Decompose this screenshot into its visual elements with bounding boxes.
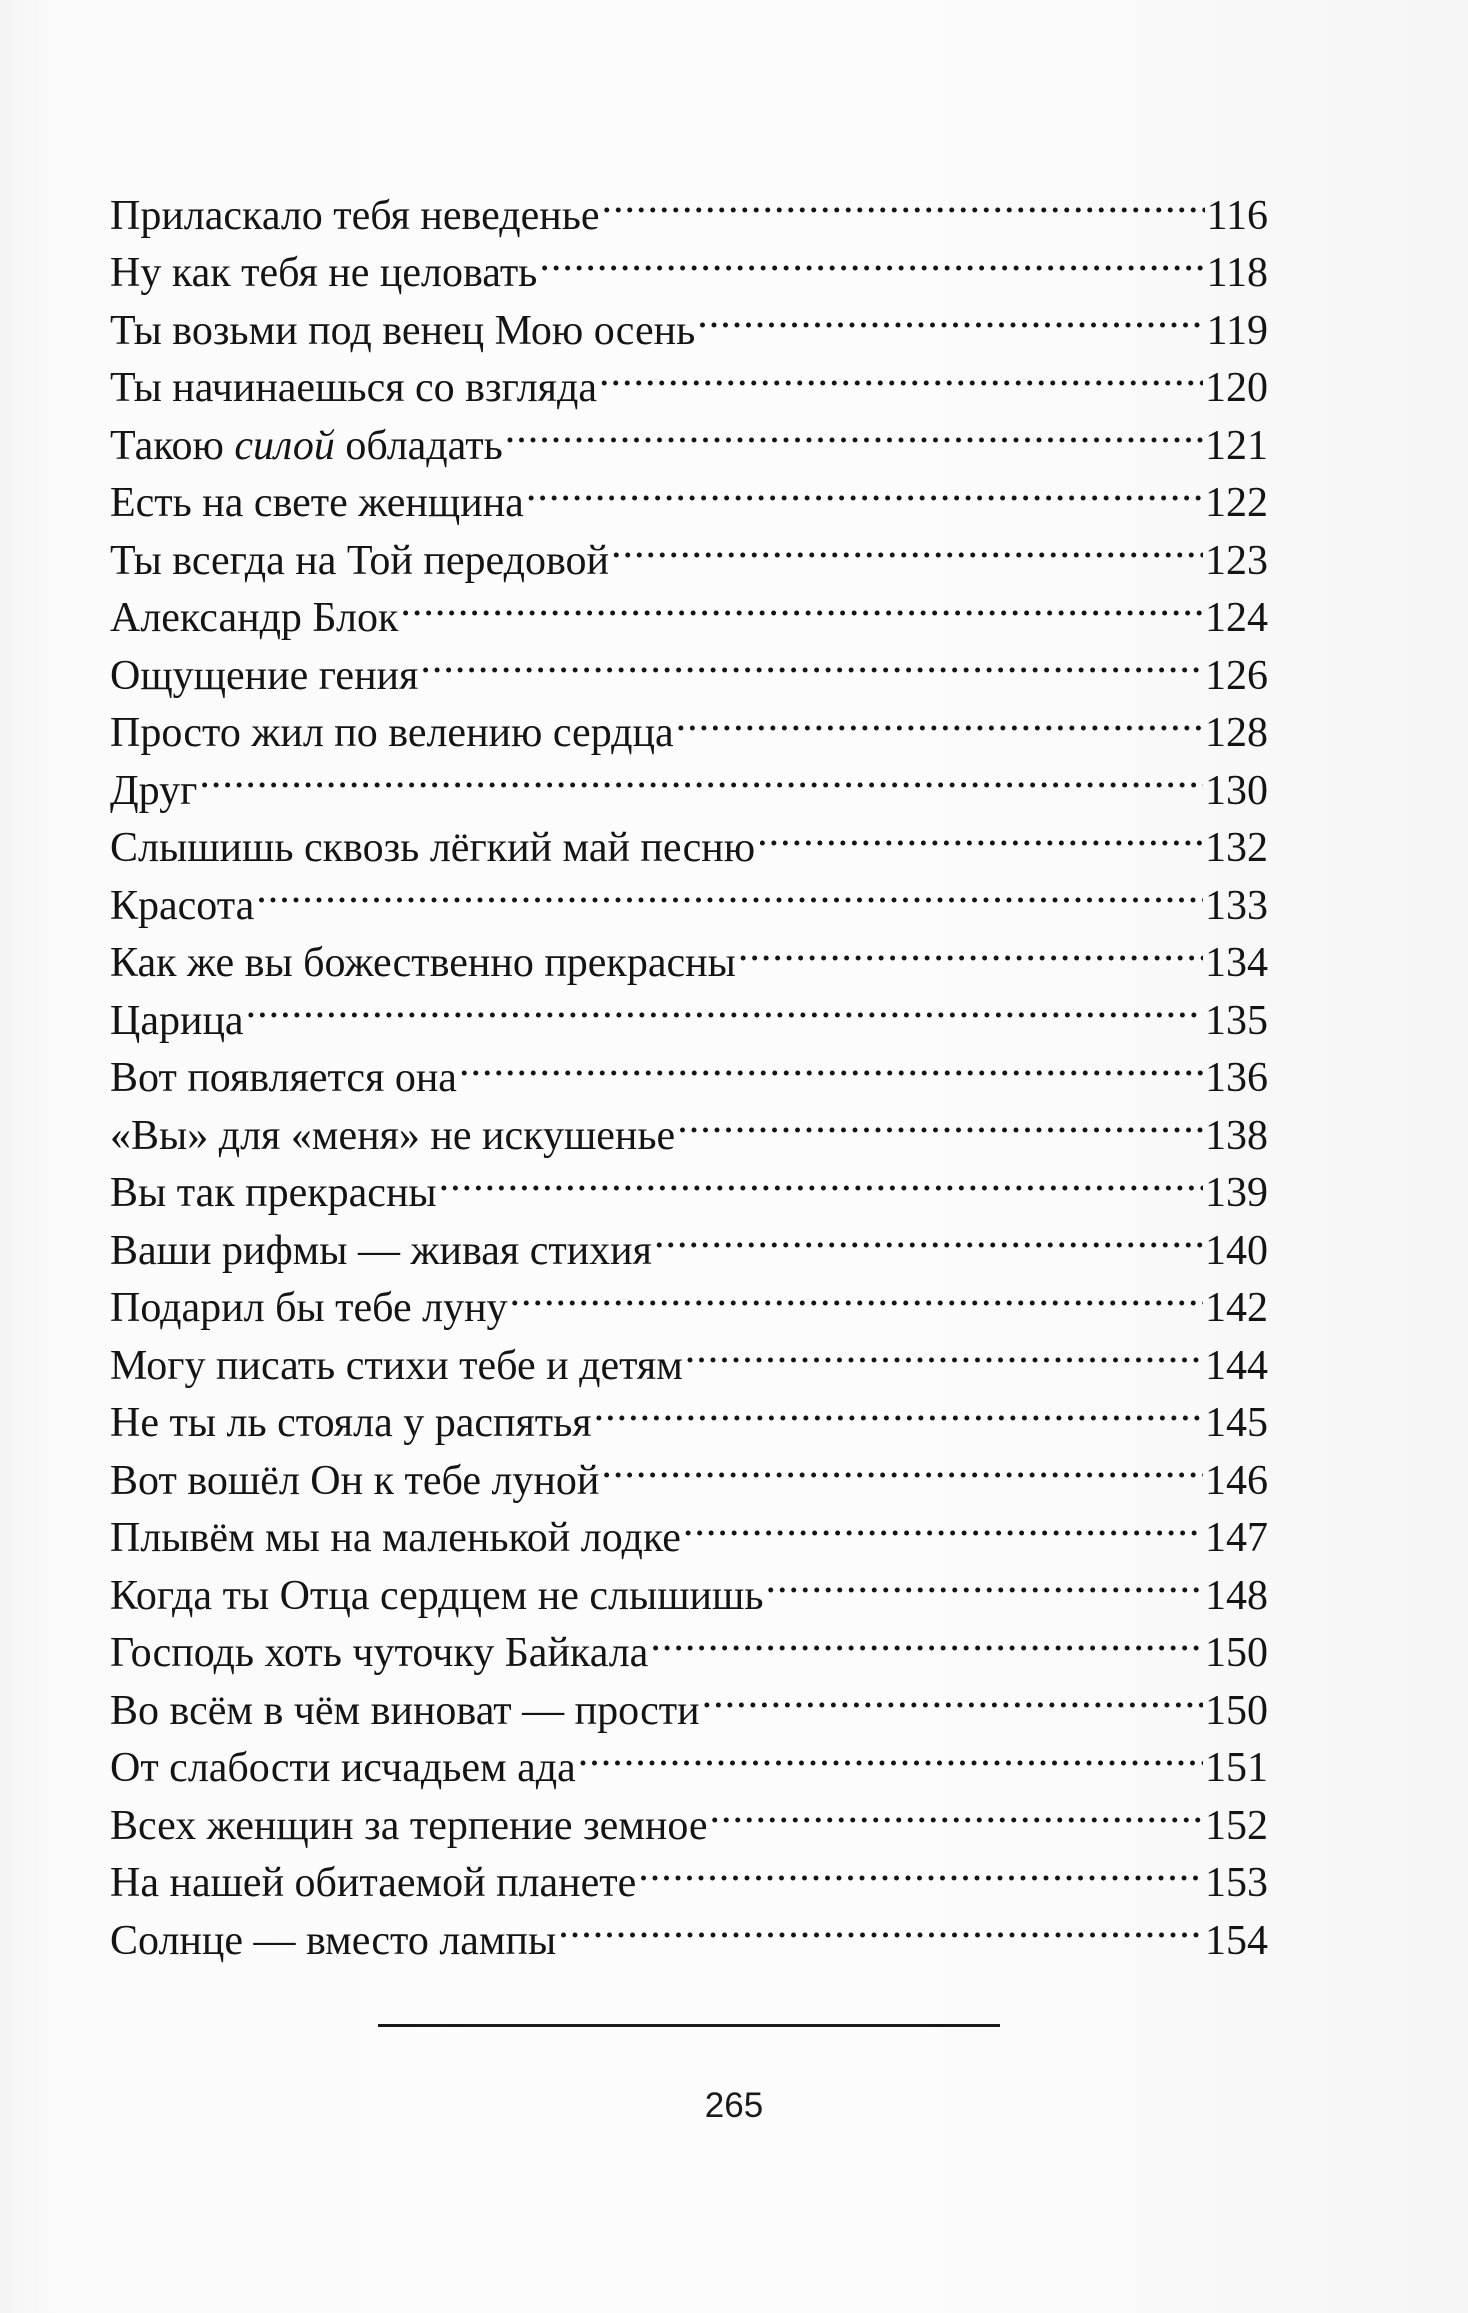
title-part-regular: обладать xyxy=(334,422,503,469)
toc-entry-page: 124 xyxy=(1205,595,1268,641)
toc-entry xyxy=(110,919,1268,986)
toc-entry-page: 148 xyxy=(1205,1572,1268,1619)
toc-entry-title: Александр Блок xyxy=(110,595,399,641)
toc-entry-page: 145 xyxy=(1205,1400,1268,1446)
toc-entry-page: 142 xyxy=(1205,1285,1268,1331)
dot-leader xyxy=(652,1206,1203,1264)
toc-entry-title: Вы так прекрасны xyxy=(110,1170,437,1216)
dot-leader xyxy=(674,689,1203,747)
dot-leader xyxy=(418,631,1203,689)
toc-entry-page: 153 xyxy=(1205,1860,1268,1906)
toc-entry-title xyxy=(110,418,503,476)
dot-leader xyxy=(609,516,1203,574)
toc-entry-title: Господь хоть чуточку Байкала xyxy=(110,1630,649,1676)
dot-leader xyxy=(755,804,1203,862)
dot-leader xyxy=(700,1666,1203,1724)
toc-entry-page: 134 xyxy=(1205,940,1268,986)
toc-entry-title: Есть на свете женщина xyxy=(110,480,524,526)
toc-entry-title: Ты возьми под венец Мою осень xyxy=(110,307,696,354)
toc-entry-title: Ты всегда на Той передовой xyxy=(110,537,609,584)
toc-entry-page: 150 xyxy=(1205,1687,1268,1734)
dot-leader xyxy=(197,746,1203,804)
toc-entry-page: 123 xyxy=(1205,537,1268,584)
toc-entry-title: Во всём в чём виноват — прости xyxy=(110,1687,700,1734)
dot-leader xyxy=(503,401,1203,459)
dot-leader xyxy=(244,976,1203,1034)
toc-entry xyxy=(110,746,1268,814)
dot-leader xyxy=(537,229,1204,287)
toc-entry xyxy=(110,861,1268,929)
toc-entry-title: Ваши рифмы — живая стихия xyxy=(110,1227,652,1274)
dot-leader xyxy=(398,574,1203,632)
toc-entry-title: Всех женщин за терпение земное xyxy=(110,1802,708,1849)
dot-leader xyxy=(599,1436,1203,1494)
toc-entry-page: 136 xyxy=(1205,1055,1268,1101)
dot-leader xyxy=(576,1724,1203,1782)
toc-entry xyxy=(110,976,1268,1044)
toc-entry-page: 139 xyxy=(1205,1170,1268,1216)
dot-leader xyxy=(695,286,1204,344)
toc-entry-page: 119 xyxy=(1206,307,1268,354)
toc-entry-page: 130 xyxy=(1205,767,1268,814)
dot-leader xyxy=(524,459,1203,517)
toc-entry-title: От слабости исчадьем ада xyxy=(110,1745,576,1791)
dot-leader xyxy=(254,861,1203,919)
footer-rule xyxy=(378,2024,1000,2027)
toc-entry-page: 140 xyxy=(1205,1227,1268,1274)
toc-entry-title: Когда ты Отца сердцем не слышишь xyxy=(110,1572,764,1619)
toc-entry xyxy=(110,171,1268,239)
dot-leader xyxy=(648,1609,1203,1667)
dot-leader xyxy=(764,1551,1203,1609)
toc-entry-title: Плывём мы на маленькой лодке xyxy=(110,1515,681,1561)
dot-leader xyxy=(708,1781,1203,1839)
dot-leader xyxy=(556,1896,1203,1954)
dot-leader xyxy=(597,344,1203,402)
toc-entry-title: Как же вы божественно прекрасны xyxy=(110,940,736,986)
title-part-italic: силой xyxy=(234,422,335,469)
toc-entry-title: Вот вошёл Он к тебе луной xyxy=(110,1457,600,1504)
toc-entry-page: 146 xyxy=(1205,1457,1268,1504)
toc-entry-page: 118 xyxy=(1206,250,1268,296)
toc-entry-title: Не ты ль стояла у распятья xyxy=(110,1400,592,1446)
toc-entry-title: Красота xyxy=(110,882,255,929)
toc-entry-title: Ты начинаешься со взгляда xyxy=(110,365,597,411)
title-part-regular: Такою xyxy=(110,422,235,469)
toc-entry-title: Слышишь сквозь лёгкий май песню xyxy=(110,825,756,871)
toc-entry-page: 135 xyxy=(1205,997,1268,1044)
toc-entry-page: 150 xyxy=(1205,1630,1268,1676)
toc-entry-page: 133 xyxy=(1205,882,1268,929)
toc-entry-page: 126 xyxy=(1205,652,1268,699)
toc-entry-title: Ну как тебя не целовать xyxy=(110,250,538,296)
page-number: 265 xyxy=(704,2086,764,2125)
dot-leader xyxy=(736,919,1203,977)
dot-leader xyxy=(592,1379,1203,1437)
toc-entry-page: 122 xyxy=(1205,480,1268,526)
toc-entry-page: 154 xyxy=(1205,1917,1268,1964)
toc-entry-title: Приласкало тебя неведенье xyxy=(110,192,600,239)
toc-entry-title: Подарил бы тебе луну xyxy=(110,1285,508,1331)
toc-entry-page: 138 xyxy=(1205,1112,1268,1159)
dot-leader xyxy=(683,1321,1203,1379)
table-of-contents xyxy=(110,171,1268,1964)
toc-entry-title: Могу писать стихи тебе и детям xyxy=(110,1342,683,1389)
toc-entry-page: 121 xyxy=(1205,422,1268,469)
toc-entry-page: 128 xyxy=(1205,710,1268,756)
dot-leader xyxy=(681,1494,1203,1552)
toc-entry xyxy=(110,804,1268,871)
toc-entry-page: 116 xyxy=(1206,192,1268,239)
toc-entry-title: Вот появляется она xyxy=(110,1055,457,1101)
toc-entry-title: Солнце — вместо лампы xyxy=(110,1917,557,1964)
toc-entry-title: «Вы» для «меня» не искушенье xyxy=(110,1112,676,1159)
toc-entry-page: 132 xyxy=(1205,825,1268,871)
toc-entry-page: 144 xyxy=(1205,1342,1268,1389)
dot-leader xyxy=(457,1034,1203,1092)
toc-entry-title: На нашей обитаемой планете xyxy=(110,1860,637,1906)
dot-leader xyxy=(600,171,1205,229)
toc-entry-title: Ощущение гения xyxy=(110,652,419,699)
dot-leader xyxy=(508,1264,1203,1322)
toc-entry-page: 152 xyxy=(1205,1802,1268,1849)
toc-entry xyxy=(110,1034,1268,1101)
toc-entry-page: 147 xyxy=(1205,1515,1268,1561)
dot-leader xyxy=(437,1149,1203,1207)
dot-leader xyxy=(675,1091,1203,1149)
toc-entry-title: Друг xyxy=(110,767,198,814)
toc-entry-page: 151 xyxy=(1205,1745,1268,1791)
toc-entry-page: 120 xyxy=(1205,365,1268,411)
dot-leader xyxy=(636,1839,1203,1897)
toc-entry-title: Просто жил по велению сердца xyxy=(110,710,674,756)
toc-entry-title: Царица xyxy=(110,997,244,1044)
